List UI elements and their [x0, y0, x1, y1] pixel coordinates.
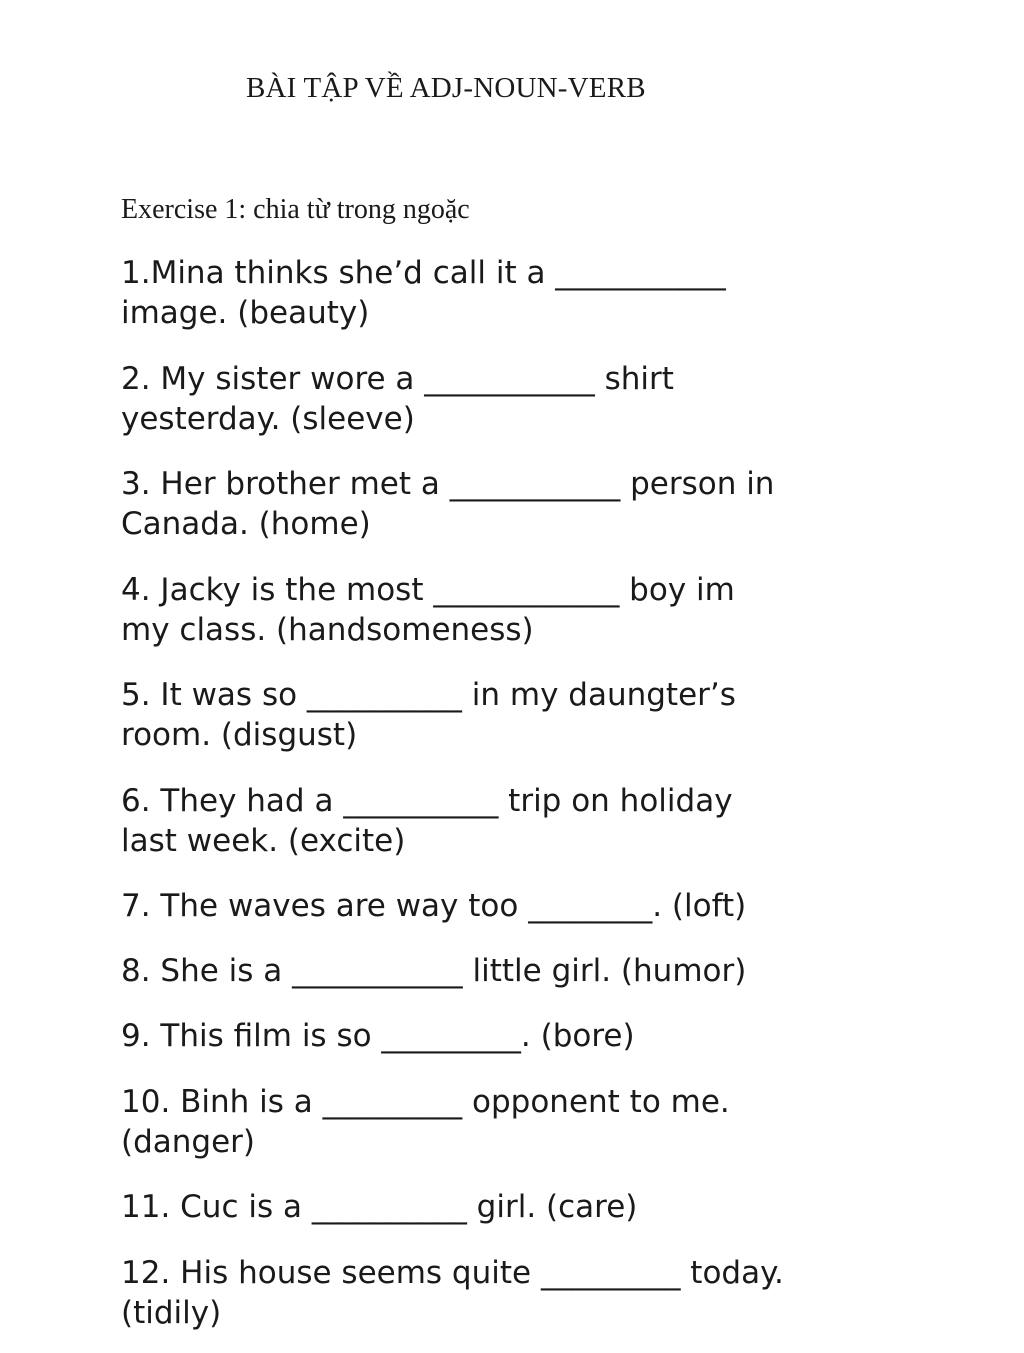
exercise-instruction: Exercise 1: chia từ trong ngoặc [121, 194, 470, 225]
exercise-item [121, 1253, 921, 1333]
item-line-1: 2. My sister wore a ___________ shirt [121, 361, 674, 397]
item-line-1: 10. Binh is a _________ opponent to me. [121, 1084, 730, 1120]
item-line-1: 4. Jacky is the most ____________ boy im [121, 572, 735, 608]
exercise-item [121, 951, 921, 991]
exercise-item [121, 1187, 921, 1227]
item-line-1: 6. They had a __________ trip on holiday [121, 783, 733, 819]
exercise-item [121, 675, 921, 755]
item-line-1: 3. Her brother met a ___________ person in [121, 466, 775, 502]
exercise-item [121, 781, 921, 861]
exercise-item [121, 359, 921, 439]
item-line-1: 1.Mina thinks she’d call it a ___________ [121, 255, 726, 291]
exercise-item [121, 1016, 921, 1056]
item-line-2: room. (disgust) [121, 717, 358, 753]
exercise-item [121, 253, 921, 333]
item-line-2: my class. (handsomeness) [121, 612, 534, 648]
item-line-2: image. (beauty) [121, 295, 370, 331]
item-line-1: 12. His house seems quite _________ today. [121, 1255, 784, 1291]
item-line-1: 11. Cuc is a __________ girl. (care) [121, 1189, 638, 1225]
exercise-item [121, 886, 921, 926]
item-line-2: Canada. (home) [121, 506, 371, 542]
item-line-2: (danger) [121, 1124, 256, 1160]
exercise-item [121, 464, 921, 544]
exercise-item [121, 570, 921, 650]
item-line-1: 5. It was so __________ in my daungter’s [121, 677, 736, 713]
item-line-2: (tidily) [121, 1295, 222, 1331]
item-line-1: 8. She is a ___________ little girl. (humor) [121, 953, 747, 989]
item-line-2: last week. (excite) [121, 823, 406, 859]
worksheet-title: BÀI TẬP VỀ ADJ-NOUN-VERB [246, 72, 646, 104]
item-line-1: 9. This film is so _________. (bore) [121, 1018, 635, 1054]
item-line-1: 7. The waves are way too ________. (loft) [121, 888, 747, 924]
item-line-2: yesterday. (sleeve) [121, 401, 415, 437]
exercise-item [121, 1082, 921, 1162]
